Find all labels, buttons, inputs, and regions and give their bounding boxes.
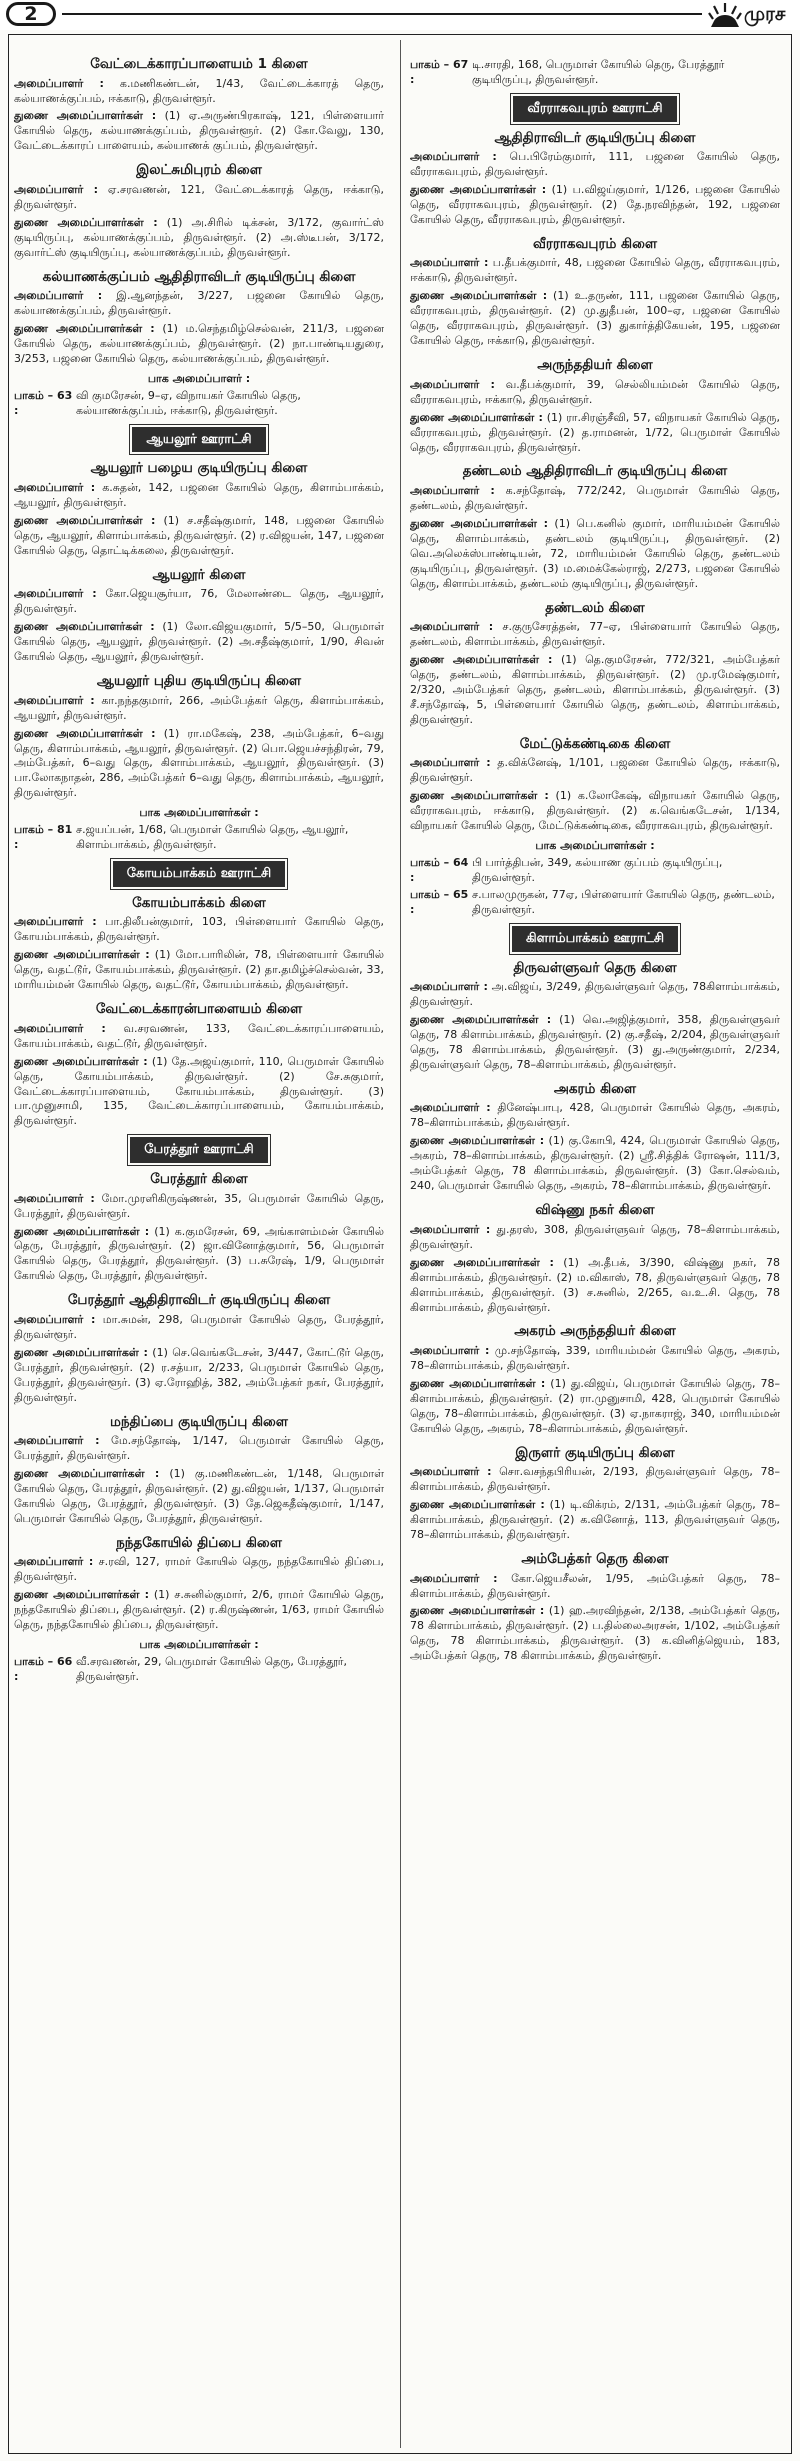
branch-title: மந்திப்பை குடியிருப்பு கிளை xyxy=(110,1413,288,1430)
booth-member: ச.பாலமுருகன், 77ஏ, பிள்ளையார் கோயில் தெரு, தண்டலம், திருவள்ளூர். xyxy=(472,888,775,917)
role-label: துணை அமைப்பாளர்கள் : xyxy=(410,289,548,303)
member-entry xyxy=(410,1134,780,1194)
role-label: துணை அமைப்பாளர்கள் : xyxy=(410,410,543,424)
member-details: வ.தீபக்குமார், 39, செல்லியம்மன் கோயில் தெரு, வீரராகவபுரம், ஈக்காடு, திருவள்ளூர். xyxy=(410,377,780,406)
member-entry xyxy=(14,1192,384,1222)
booth-entry xyxy=(14,389,384,419)
role-label: துணை அமைப்பாளர்கள் : xyxy=(14,1467,160,1481)
member-entry xyxy=(410,517,780,592)
member-entry xyxy=(14,1225,384,1285)
panchayat-banner-label: கோயம்பாக்கம் ஊராட்சி xyxy=(113,861,285,887)
member-details: (1) கு.கோபி, 424, பெருமாள் கோயில் தெரு, அகரம், 78–கிளாம்பாக்கம், திருவள்ளூர். (2) ஸ்ரீ.சித்திக் ரோஷன், 111/3, அம்பேத்கர் தெரு, 78 கிளாம்பாக்கம், திருவள்ளூர். (3) கோ.செல்வம், 240, பெருமாள் கோயில் தெரு, அகரம், 78–கிளாம்பாக்கம், திருவள்ளூர். xyxy=(410,1134,780,1193)
branch-title: வீரராகவபுரம் கிளை xyxy=(532,235,658,252)
role-label: துணை அமைப்பாளர்கள் : xyxy=(14,1224,150,1238)
member-details: க.சுதன், 142, பஜனை கோயில் தெரு, கிளாம்பாக்கம், ஆயலூர், திருவள்ளூர். xyxy=(14,481,384,509)
panchayat-banner xyxy=(14,1137,384,1163)
booth-number: பாகம் – 66 : xyxy=(14,1655,73,1684)
branch-title: அகரம் கிளை xyxy=(553,1080,637,1097)
branch-title: அம்பேத்கர் தெரு கிளை xyxy=(521,1551,669,1568)
branch-title: ஆயலூர் கிளை xyxy=(152,566,246,583)
member-entry xyxy=(14,109,384,154)
member-entry xyxy=(410,1465,780,1495)
role-label: துணை அமைப்பாளர்கள் : xyxy=(14,1054,148,1068)
member-entry xyxy=(410,183,780,228)
booth-entry xyxy=(410,856,780,886)
role-label: அமைப்பாளர் : xyxy=(410,256,489,270)
member-details: வ.சரவணன், 133, வேட்டைக்காரப்பாளையம், கோயம்பாக்கம், வதட்டூர், திருவள்ளூர். xyxy=(14,1021,384,1050)
booth-member: பி பார்த்திபன், 349, கல்யாண குப்பம் குடியிருப்பு, திருவள்ளூர். xyxy=(472,856,723,885)
member-entry xyxy=(410,756,780,786)
role-label: அமைப்பாளர் : xyxy=(410,150,497,164)
member-entry xyxy=(410,1572,780,1602)
role-label: அமைப்பாளர் : xyxy=(14,289,103,303)
member-details: கோ.ஜெயசூர்யா, 76, மேலாண்டை தெரு, ஆயலூர், திருவள்ளூர். xyxy=(14,587,384,616)
booth-number: பாகம் – 81 : xyxy=(14,823,73,852)
right-column xyxy=(410,56,780,2446)
role-label: துணை அமைப்பாளர்கள் : xyxy=(14,1345,148,1359)
member-entry xyxy=(14,322,384,367)
member-details: அ.விஜய், 3/249, திருவள்ளுவர் தெரு, 78கிளாம்பாக்கம், திருவள்ளூர். xyxy=(410,980,780,1009)
member-entry xyxy=(14,1555,384,1585)
booth-entry xyxy=(410,888,780,918)
role-label: அமைப்பாளர் : xyxy=(410,484,495,498)
booth-entry xyxy=(410,58,780,88)
member-details: (1) ப.விஜய்குமார், 1/126, பஜனை கோயில் தெரு, வீரராகவபுரம், திருவள்ளூர். (2) தே.நரவிந்தன், 192, பஜனை கோயில் தெரு, வீரராகவபுரம், திருவள்ளூர். xyxy=(410,183,780,226)
role-label: துணை அமைப்பாளர்கள் : xyxy=(14,513,156,527)
member-details: கோ.ஜெயசீலன், 1/95, அம்பேத்கர் தெரு, 78–கிளாம்பாக்கம், திருவள்ளூர். xyxy=(410,1571,780,1600)
panchayat-banner-label: பேரத்தூர் ஊராட்சி xyxy=(130,1137,268,1163)
member-entry xyxy=(14,727,384,802)
member-details: இ.ஆனந்தன், 3/227, பஜனை கோயில் தெரு, கல்யாணக்குப்பம், திருவள்ளூர். xyxy=(14,289,384,318)
member-entry xyxy=(410,484,780,514)
role-label: அமைப்பாளர் : xyxy=(14,76,104,90)
member-entry xyxy=(14,694,384,724)
member-details: ச.ரவி, 127, ராமர் கோயில் தெரு, நந்தகோயில் திப்பை, திருவள்ளூர். xyxy=(14,1555,384,1584)
role-label: துணை அமைப்பாளர்கள் : xyxy=(410,1134,545,1148)
role-label: அமைப்பாளர் : xyxy=(14,587,97,601)
member-details: (1) ஹ.அரவிந்தன், 2/138, அம்பேத்கர் தெரு, 78 கிளாம்பாக்கம், திருவள்ளூர். (2) ப.தில்லைஅரசன், 1/102, அம்பேத்கர் தெரு, 78 கிளாம்பாக்கம், திருவள்ளூர். (3) க.வினித்ஜெயம், 183, அம்பேத்கர் தெரு, 78 கிளாம்பாக்கம், திருவள்ளூர். xyxy=(410,1604,780,1663)
role-label: அமைப்பாளர் : xyxy=(410,980,488,994)
role-label: துணை அமைப்பாளர்கள் : xyxy=(410,653,553,667)
branch-title: மேட்டுக்கண்டிகை கிளை xyxy=(519,735,671,752)
panchayat-banner xyxy=(410,96,780,122)
member-entry xyxy=(410,1223,780,1253)
branch-title: திருவள்ளுவர் தெரு கிளை xyxy=(513,959,677,976)
member-details: (1) கு.மணிகண்டன், 1/148, பெருமாள் கோயில் தெரு, பேரத்தூர், திருவள்ளூர். (2) து.விஜயன், 1/137, பெருமாள் கோயில் தெரு, பேரத்தூர், திருவள்ளூர். (3) தே.ஜெகதீஷ்குமார், 1/147, பெருமாள் கோயில் தெரு, பேரத்தூர், திருவள்ளூர். xyxy=(14,1467,384,1525)
role-label: அமைப்பாளர் : xyxy=(410,1465,492,1479)
booth-member: வீ.சரவணன், 29, பெருமாள் கோயில் தெரு, பேரத்தூர், திருவள்ளூர். xyxy=(76,1655,348,1684)
role-label: அமைப்பாளர் : xyxy=(14,1434,100,1448)
page-header xyxy=(0,0,800,30)
member-entry xyxy=(410,1256,780,1316)
branch-title: ஆயலூர் பழைய குடியிருப்பு கிளை xyxy=(90,460,308,477)
member-entry xyxy=(410,1101,780,1131)
role-label: துணை அமைப்பாளர்கள் : xyxy=(14,215,158,229)
role-label: அமைப்பாளர் : xyxy=(410,756,491,770)
column-divider xyxy=(400,40,401,2448)
branch-title: கல்யாணக்குப்பம் ஆதிதிராவிடர் குடியிருப்பு கிளை xyxy=(42,268,356,285)
member-details: (1) தெ.குமரேசன், 772/321, அம்பேத்கர் தெரு, தண்டலம், கிளாம்பாக்கம், திருவள்ளூர். (2) மு.ரமேஷ்குமார், 2/320, அம்பேத்கர் தெரு, தண்டலம், கிளாம்பாக்கம், திருவள்ளூர். (3) சீ.சந்தோஷ், 5, பிள்ளையார் கோயில் தெரு, தண்டலம், கிளாம்பாக்கம், திருவள்ளூர். xyxy=(410,653,780,726)
booth-entry xyxy=(14,823,384,853)
role-label: அமைப்பாளர் : xyxy=(14,693,95,707)
branch-title: தண்டலம் கிளை xyxy=(545,599,645,616)
branch-title: நந்தகோயில் திப்பை கிளை xyxy=(116,1534,282,1551)
member-entry xyxy=(410,789,780,834)
role-label: அமைப்பாளர் : xyxy=(14,1021,106,1035)
member-entry xyxy=(410,411,780,456)
role-label: அமைப்பாளர் : xyxy=(14,182,98,196)
booth-number: பாகம் – 65 : xyxy=(410,888,469,917)
member-details: (1) உ.தருண், 111, பஜனை கோயில் தெரு, வீரராகவபுரம், திருவள்ளூர். (2) மு.துதீபன், 100–ஏ, பஜனை கோயில் தெரு, வீரராகவபுரம், திருவள்ளூர். (3) துகார்த்திகேயன், 195, பஜனை கோயில் தெரு, ஈக்காடு, திருவள்ளூர். xyxy=(410,289,780,348)
branch-title: பேரத்தூர் ஆதிதிராவிடர் குடியிருப்பு கிளை xyxy=(67,1292,331,1309)
member-entry xyxy=(410,980,780,1010)
booth-member: ச.ஜயப்பன், 1/68, பெருமாள் கோயில் தெரு, ஆயலூர், கிளாம்பாக்கம், திருவள்ளூர். xyxy=(76,823,349,852)
member-entry xyxy=(14,183,384,213)
member-details: தினேஷ்பாபு, 428, பெருமாள் கோயில் தெரு, அகரம், 78–கிளாம்பாக்கம், திருவள்ளூர். xyxy=(410,1101,780,1130)
member-entry xyxy=(14,77,384,107)
role-label: துணை அமைப்பாளர்கள் : xyxy=(410,1255,554,1269)
member-entry xyxy=(410,1013,780,1073)
member-details: (1) ச.சுனில்குமார், 2/6, ராமர் கோயில் தெரு, நந்தகோயில் திப்பை, திருவள்ளூர். (2) ர.கிருஷ்ணன், 1/63, ராமர் கோயில் தெரு, நந்தகோயில் திப்பை, திருவள்ளூர். xyxy=(14,1588,384,1632)
panchayat-banner-label: கிளாம்பாக்கம் ஊராட்சி xyxy=(512,926,678,952)
member-details: பா.திலீபன்குமார், 103, பிள்ளையார் கோயில் தெரு, கோயம்பாக்கம், திருவள்ளூர். xyxy=(14,915,384,944)
role-label: அமைப்பாளர் : xyxy=(14,1312,96,1326)
member-entry xyxy=(14,1467,384,1527)
branch-title: ஆதிதிராவிடர் குடியிருப்பு கிளை xyxy=(494,129,696,146)
member-details: சொ.வசந்தபிரியன், 2/193, திருவள்ளுவர் தெரு, 78–கிளாம்பாக்கம், திருவள்ளூர். xyxy=(410,1465,780,1494)
page-number: 2 xyxy=(6,2,56,26)
booth-member: டி.சாரதி, 168, பெருமாள் கோயில் தெரு, பேரத்தூர் குடியிருப்பு, திருவள்ளூர். xyxy=(472,58,725,86)
member-entry xyxy=(410,289,780,349)
panchayat-banner-label: வீரராகவபுரம் ஊராட்சி xyxy=(513,96,676,122)
left-column xyxy=(14,56,384,2446)
panchayat-banner xyxy=(410,926,780,952)
member-entry xyxy=(410,256,780,286)
role-label: அமைப்பாளர் : xyxy=(410,1344,490,1357)
role-label: அமைப்பாளர் : xyxy=(410,1101,491,1115)
member-entry xyxy=(14,1022,384,1052)
member-entry xyxy=(14,289,384,319)
branch-title: கோயம்பாக்கம் கிளை xyxy=(132,894,266,911)
booth-entry xyxy=(14,1655,384,1685)
member-details: (1) க.லோகேஷ், விநாயகர் கோயில் தெரு, வீரராகவபுரம், ஈக்காடு, திருவள்ளூர். (2) க.வெங்கடேசன், 1/134, விநாயகர் கோயில் தெரு, மேட்டுக்கண்டிகை, வீரராகவபுரம், திருவள்ளூர். xyxy=(410,789,780,833)
role-label: துணை அமைப்பாளர்கள் : xyxy=(14,948,150,962)
member-entry xyxy=(14,1055,384,1130)
member-entry xyxy=(410,150,780,180)
member-details: (1) செ.வெங்கடேசன், 3/447, கோட்டூர் தெரு, பேரத்தூர், திருவள்ளூர். (2) ர.சத்யா, 2/233, பெருமாள் கோயில் தெரு, பேரத்தூர், திருவள்ளூர். (3) ஏ.ரோஹித், 382, அம்பேத்கர் நகர், பேரத்தூர், திருவள்ளூர். xyxy=(14,1345,384,1404)
role-label: அமைப்பாளர் : xyxy=(14,1191,95,1205)
member-entry xyxy=(14,1434,384,1464)
booth-number: பாகம் – 64 : xyxy=(410,856,469,885)
role-label: அமைப்பாளர் : xyxy=(14,1555,94,1569)
panchayat-banner-label: ஆயலூர் ஊராட்சி xyxy=(132,427,265,453)
role-label: அமைப்பாளர் : xyxy=(410,620,494,634)
role-label: துணை அமைப்பாளர்கள் : xyxy=(14,726,156,740)
role-label: துணை அமைப்பாளர்கள் : xyxy=(410,1604,545,1618)
member-details: (1) தே.அஜய்குமார், 110, பெருமாள் கோயில் தெரு, கோயம்பாக்கம், திருவள்ளூர். (2) சே.சுகுமார், வேட்டைக்காரப்பாளையம், கோயம்பாக்கம், திருவள்ளூர். (3) பா.முனுசாமி, 135, வேட்டைக்காரப்பாளையம், கோயம்பாக்கம், திருவள்ளூர். xyxy=(14,1054,384,1128)
branch-title: இருளர் குடியிருப்பு கிளை xyxy=(515,1444,675,1461)
member-details: (1) ம.செந்தமிழ்செல்வன், 211/3, பஜனை கோயில் தெரு, கல்யாணக்குப்பம், திருவள்ளூர். (2) நா.பாண்டியதுரை, 3/253, பஜனை கோயில் தெரு, கல்யாணக்குப்பம், திருவள்ளூர். xyxy=(14,322,384,365)
member-details: (1) வெ.அஜித்குமார், 358, திருவள்ளுவர் தெரு, 78 கிளாம்பாக்கம், திருவள்ளூர். (2) கு.சதீஷ், 2/204, திருவள்ளுவர் தெரு, 78 கிளாம்பாக்கம், திருவள்ளூர். (3) து.அருண்குமார், 2/234, திருவள்ளுவர் தெரு, 78–கிளாம்பாக்கம், திருவள்ளூர். xyxy=(410,1013,780,1071)
member-details: (1) ரா.சிரஞ்சீவி, 57, விநாயகர் கோயில் தெரு, வீரராகவபுரம், திருவள்ளூர். (2) த.ராமனன், 1/72, பெருமாள் கோயில் தெரு, வீரராகவபுரம், திருவள்ளூர். xyxy=(410,410,780,454)
member-details: (1) அ.தீபக், 3/390, விஷ்ணு நகர், 78 கிளாம்பாக்கம், திருவள்ளூர். (2) ம.விகாஸ், 78, திருவள்ளுவர் தெரு, 78 கிளாம்பாக்கம், திருவள்ளூர். (3) ச.சுனில், 2/265, வ.உ.சி. தெரு, 78 கிளாம்பாக்கம், திருவள்ளூர். xyxy=(410,1255,780,1314)
role-label: அமைப்பாளர் : xyxy=(410,1222,491,1236)
member-entry xyxy=(14,1346,384,1406)
panchayat-banner xyxy=(14,427,384,453)
member-details: க.சந்தோஷ், 772/242, பெருமாள் கோயில் தெரு, தண்டலம், திருவள்ளூர். xyxy=(410,484,780,512)
role-label: துணை அமைப்பாளர்கள் : xyxy=(410,1376,546,1390)
role-label: அமைப்பாளர் : xyxy=(14,481,96,495)
rising-sun-logo-icon xyxy=(708,1,742,29)
member-details: ஏ.சரவணன், 121, வேட்டைக்காரத் தெரு, ஈக்காடு, திருவள்ளூர். xyxy=(14,182,384,211)
branch-title: இலட்சுமிபுரம் கிளை xyxy=(136,162,262,179)
member-details: (1) அ.சிரில் டிக்சன், 3/172, குவார்ட்ஸ் குடியிருப்பு, கல்யாணக்குப்பம், திருவள்ளூர். (2) அ.ஸ்டீபன், 3/172, குவார்ட்ஸ் குடியிருப்பு, கல்யாணக்குப்பம், திருவள்ளூர். xyxy=(14,215,384,259)
member-entry xyxy=(14,587,384,617)
role-label: துணை அமைப்பாளர்கள் : xyxy=(410,516,549,530)
booth-heading: பாக அமைப்பாளர் : xyxy=(147,371,251,385)
member-entry xyxy=(410,653,780,728)
member-details: (1) டி.விக்ரம், 2/131, அம்பேத்கர் தெரு, 78–கிளாம்பாக்கம், திருவள்ளூர். (2) க.வினோத், 113, திருவள்ளுவர் தெரு, 78–கிளாம்பாக்கம், திருவள்ளூர். xyxy=(410,1498,780,1542)
member-details: (1) லோ.விஜயகுமார், 5/5–50, பெருமாள் கோயில் தெரு, ஆயலூர், திருவள்ளூர். (2) அ.சதீஷ்குமார், 1/90, சிவன் கோயில் தெரு, ஆயலூர், திருவள்ளூர். xyxy=(14,620,384,664)
member-details: (1) மோ.பாரிலின், 78, பிள்ளையார் கோயில் தெரு, வதட்டூர், கோயம்பாக்கம், திருவள்ளூர். (2) தா.தமிழ்ச்செல்வன், 33, மாரியம்மன் கோயில் தெரு, வதட்டூர், கோயம்பாக்கம், திருவள்ளூர். xyxy=(14,948,384,992)
member-entry xyxy=(410,378,780,408)
role-label: அமைப்பாளர் : xyxy=(410,377,495,391)
role-label: துணை அமைப்பாளர்கள் : xyxy=(14,620,155,634)
member-details: (1) து.விஜய், பெருமாள் கோயில் தெரு, 78–கிளாம்பாக்கம், திருவள்ளூர். (2) ரா.முனுசாமி, 428, பெருமாள் கோயில் தெரு, 78–கிளாம்பாக்கம், திருவள்ளூர். (3) ஏ.நாகராஜ், 340, மாரியம்மன் கோயில் தெரு, அகரம், 78–கிளாம்பாக்கம், திருவள்ளூர். xyxy=(410,1376,780,1435)
role-label: துணை அமைப்பாளர்கள் : xyxy=(410,183,547,197)
member-entry xyxy=(410,1498,780,1543)
member-entry xyxy=(14,481,384,511)
booth-heading: பாக அமைப்பாளர்கள் : xyxy=(139,1638,259,1652)
branch-title: பேரத்தூர் கிளை xyxy=(150,1171,248,1188)
branch-title: வேட்டைக்காரப்பாளையம் 1 கிளை xyxy=(90,56,308,72)
role-label: துணை அமைப்பாளர்கள் : xyxy=(14,109,157,123)
role-label: துணை அமைப்பாளர்கள் : xyxy=(410,1498,545,1512)
member-details: த.விக்னேஷ், 1/101, பஜனை கோயில் தெரு, ஈக்காடு, திருவள்ளூர். xyxy=(410,756,780,785)
member-details: க.மணிகண்டன், 1/43, வேட்டைக்காரத் தெரு, கல்யாணக்குப்பம், ஈக்காடு, திருவள்ளூர். xyxy=(14,76,384,105)
branch-title: தண்டலம் ஆதிதிராவிடர் குடியிருப்பு கிளை xyxy=(462,463,728,480)
member-entry xyxy=(410,1604,780,1664)
booth-heading: பாக அமைப்பாளர்கள் : xyxy=(535,839,655,853)
member-details: மு.சந்தோஷ், 339, மாரியம்மன் கோயில் தெரு, அகரம், 78–கிளாம்பாக்கம், திருவள்ளூர். xyxy=(410,1344,780,1372)
role-label: அமைப்பாளர் : xyxy=(410,1571,498,1585)
booth-number: பாகம் – 63 : xyxy=(14,388,73,417)
role-label: துணை அமைப்பாளர்கள் : xyxy=(14,1588,149,1602)
booth-member: வி குமரேசன், 9–ஏ, விநாயகர் கோயில் தெரு, கல்யாணக்குப்பம், ஈக்காடு, திருவள்ளூர். xyxy=(76,388,301,417)
member-entry xyxy=(410,1377,780,1437)
member-entry xyxy=(14,948,384,993)
member-details: (1) ச.சதீஷ்குமார், 148, பஜனை கோயில் தெரு, ஆயலூர், கிளாம்பாக்கம், திருவள்ளூர். (2) ர.விஜயன், 147, பஜனை கோயில் தெரு, தொட்டிக்கலை, திருவள்ளூர். xyxy=(14,513,384,557)
member-entry xyxy=(14,620,384,665)
member-details: (1) ரா.மகேஷ், 238, அம்பேத்கர், 6–வது தெரு, கிளாம்பாக்கம், ஆயலூர், திருவள்ளூர். (2) பொ.ஜெயச்சந்திரன், 79, அம்பேத்கர், 6–வது தெரு, கிளாம்பாக்கம், ஆயலூர், திருவள்ளூர். (3) பா.லோகநாதன், 286, அம்பேத்கர் 6–வது தெரு, கிளாம்பாக்கம், ஆயலூர், திருவள்ளூர். xyxy=(14,726,384,800)
panchayat-banner xyxy=(14,861,384,887)
member-details: (1) ஏ.அருண்பிரகாஷ், 121, பிள்ளையார் கோயில் தெரு, கல்யாணக்குப்பம், திருவள்ளூர். (2) கோ.வேலு, 130, வேட்டைக்காரப் பாளையம், கல்யாணக் குப்பம், திருவள்ளூர். xyxy=(14,109,384,153)
member-entry xyxy=(410,620,780,650)
branch-title: அகரம் அருந்ததியர் கிளை xyxy=(514,1323,676,1340)
member-entry xyxy=(14,1588,384,1633)
member-details: மே.சந்தோஷ், 1/147, பெருமாள் கோயில் தெரு, பேரத்தூர், திருவள்ளூர். xyxy=(14,1434,384,1463)
member-entry xyxy=(14,915,384,945)
member-details: மா.சுமன், 298, பெருமாள் கோயில் தெரு, பேரத்தூர், திருவள்ளூர். xyxy=(14,1312,384,1341)
member-details: (1) பெ.கனில் குமார், மாரியம்மன் கோயில் தெரு, கிளாம்பாக்கம், தண்டலம் குடியிருப்பு, திருவள்ளூர். (2) வெ.அலெக்ஸ்பாண்டியன், 72, மாரியம்மன் கோயில் தெரு, தண்டலம் குடியிருப்பு, திருவள்ளூர். (3) ம.மைக்கேல்ராஜ், 2/273, பஜனை கோயில் தெரு, கிளாம்பாக்கம், தண்டலம் குடியிருப்பு, திருவள்ளூர். xyxy=(410,516,780,590)
branch-title: விஷ்ணு நகர் கிளை xyxy=(535,1202,655,1219)
member-details: ப.தீபக்குமார், 48, பஜனை கோயில் தெரு, வீரராகவபுரம், ஈக்காடு, திருவள்ளூர். xyxy=(410,256,780,285)
booth-heading: பாக அமைப்பாளர்கள் : xyxy=(139,806,259,820)
booth-number: பாகம் – 67 : xyxy=(410,58,469,86)
member-details: (1) க.குமரேசன், 69, அங்காளம்மன் கோயில் தெரு, பேரத்தூர், திருவள்ளூர். (2) ஜா.வினோத்குமார், 56, பெருமாள் கோயில் தெரு, பேரத்தூர், திருவள்ளூர். (3) ப.சுரேஷ், 1/9, பெருமாள் கோயில் தெரு, பேரத்தூர், திருவள்ளூர். xyxy=(14,1224,384,1283)
member-entry xyxy=(14,1313,384,1343)
member-entry xyxy=(14,514,384,559)
member-details: து.தரஸ், 308, திருவள்ளுவர் தெரு, 78–கிளாம்பாக்கம், திருவள்ளூர். xyxy=(410,1222,780,1251)
branch-title: ஆயலூர் புதிய குடியிருப்பு கிளை xyxy=(96,673,302,690)
role-label: துணை அமைப்பாளர்கள் : xyxy=(410,789,549,803)
role-label: துணை அமைப்பாளர்கள் : xyxy=(14,322,155,336)
branch-title: வேட்டைக்காரன்பாளையம் கிளை xyxy=(95,1001,303,1018)
member-details: கா.நந்தகுமார், 266, அம்பேத்கர் தெரு, கிளாம்பாக்கம், ஆயலூர், திருவள்ளூர். xyxy=(14,693,384,722)
role-label: அமைப்பாளர் : xyxy=(14,915,97,929)
member-entry xyxy=(14,216,384,261)
member-entry xyxy=(410,1344,780,1374)
member-details: பெ.பிரேம்குமார், 111, பஜனை கோயில் தெரு, வீரராகவபுரம், திருவள்ளூர். xyxy=(410,150,780,179)
branch-title: அருந்ததியர் கிளை xyxy=(537,357,653,374)
newspaper-name: முரச xyxy=(744,3,786,25)
member-details: மோ.முரளிகிருஷ்ணன், 35, பெருமாள் கோயில் தெரு, பேரத்தூர், திருவள்ளூர். xyxy=(14,1191,384,1220)
header-rule xyxy=(62,13,702,15)
role-label: துணை அமைப்பாளர்கள் : xyxy=(410,1013,552,1027)
member-details: ச.குருசேரத்தன், 77–ஏ, பிள்ளையார் கோயில் தெரு, தண்டலம், கிளாம்பாக்கம், திருவள்ளூர். xyxy=(410,620,780,649)
